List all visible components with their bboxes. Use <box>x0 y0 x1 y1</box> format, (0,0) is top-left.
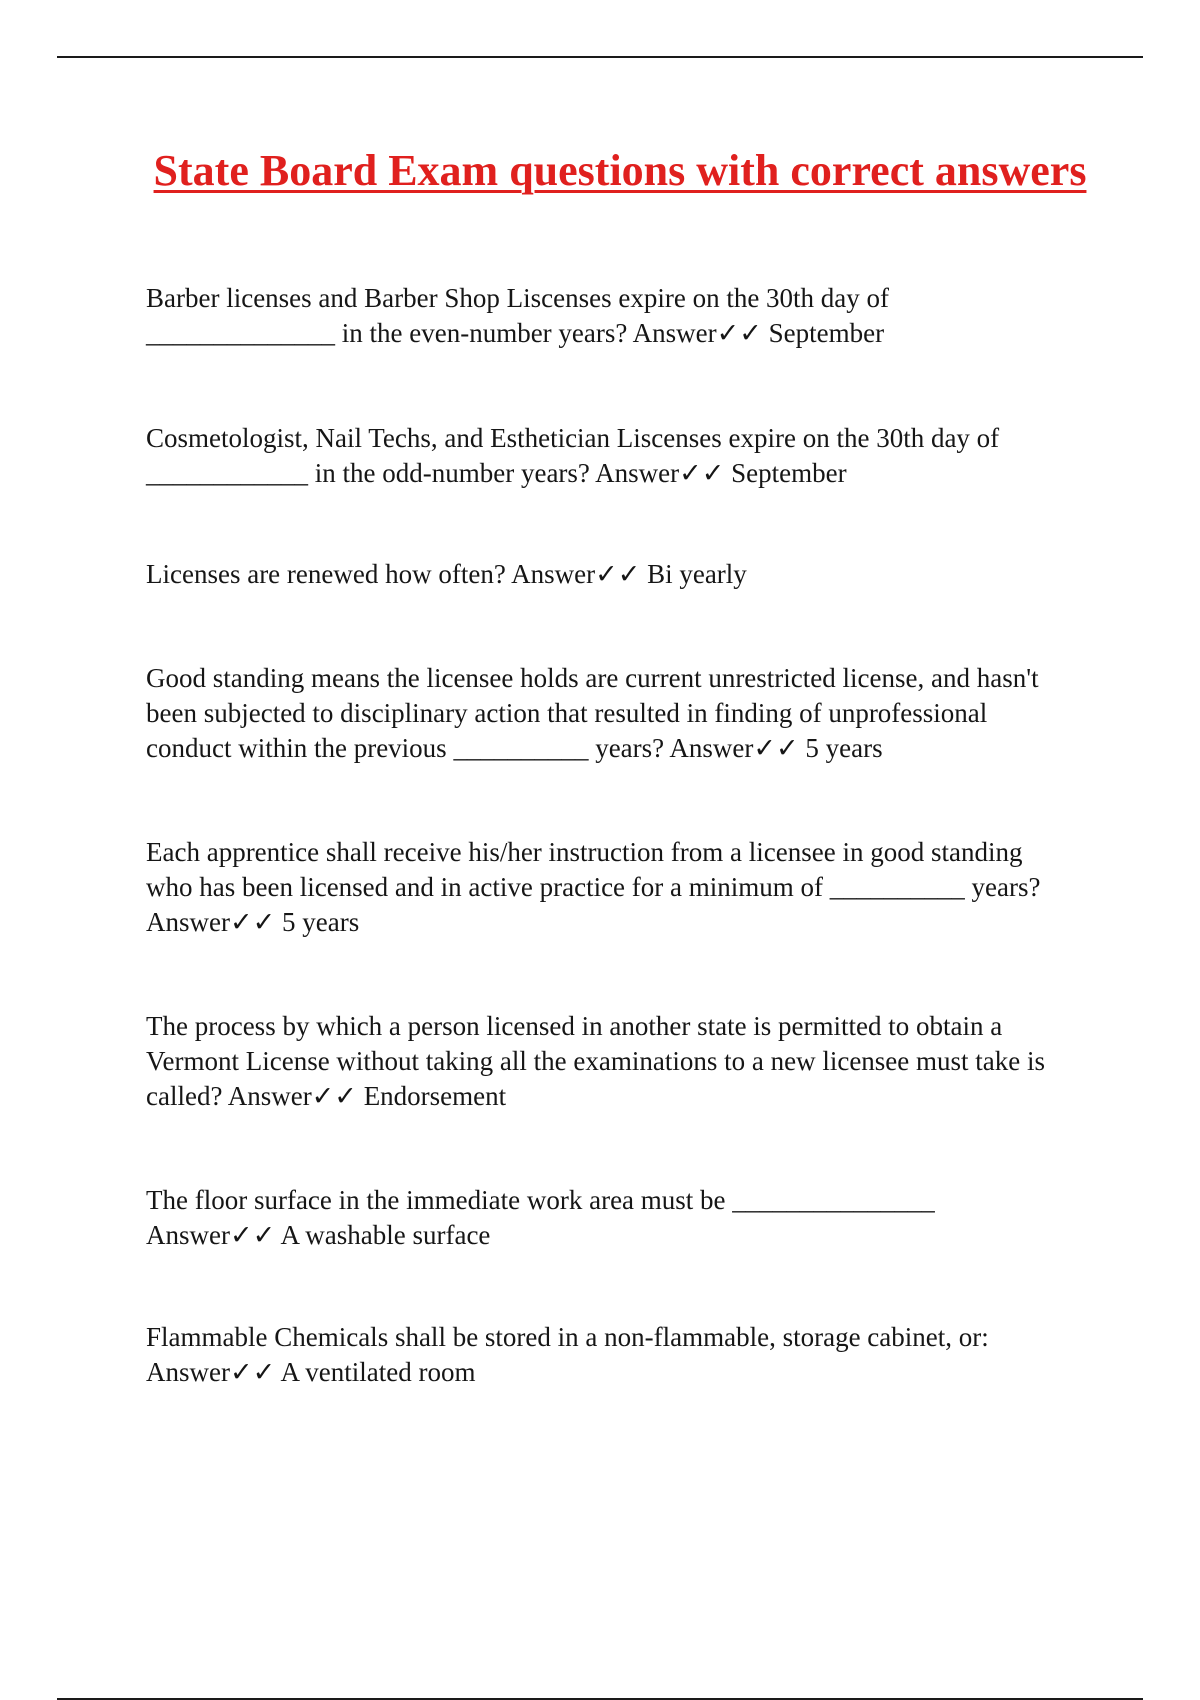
answer-prefix: Answer✓✓ <box>227 1081 364 1111</box>
answer-prefix: Answer✓✓ <box>669 733 806 763</box>
page-title: State Board Exam questions with correct answers <box>153 146 1087 195</box>
answer-text: 5 years <box>281 907 360 937</box>
question-text: The floor surface in the immediate work area must be _______________ <box>146 1185 935 1215</box>
question-text: Cosmetologist, Nail Techs, and Esthetician Liscenses expire on the 30th day of ____________ in the odd-number years? <box>146 423 1000 488</box>
question-text: The process by which a person licensed in another state is permitted to obtain a Vermont License without taking all the examinations to a new licensee must take is called? <box>146 1011 1046 1111</box>
answer-text: 5 years <box>805 733 883 763</box>
qa-item-6 <box>146 1009 1091 1114</box>
qa-item-7 <box>146 1183 1091 1253</box>
qa-item-3 <box>146 557 1091 592</box>
answer-prefix: Answer✓✓ <box>595 458 732 488</box>
question-text: Barber licenses and Barber Shop Liscenses expire on the 30th day of ______________ in the even-number years? <box>146 283 890 348</box>
answer-text: A washable surface <box>280 1220 491 1250</box>
question-text: Good standing means the licensee holds are current unrestricted license, and hasn't been subjected to disciplinary action that resulted in finding of unprofessional conduct within the previous __________ years? <box>146 663 1039 763</box>
answer-text: A ventilated room <box>280 1357 476 1387</box>
question-text: Flammable Chemicals shall be stored in a non-flammable, storage cabinet, or: <box>146 1322 989 1352</box>
qa-item-4 <box>146 661 1091 766</box>
answer-text: Endorsement <box>363 1081 507 1111</box>
answer-prefix: Answer✓✓ <box>146 1357 281 1387</box>
answer-prefix: Answer✓✓ <box>511 559 648 589</box>
qa-item-2 <box>146 421 1091 491</box>
qa-item-5 <box>146 835 1091 940</box>
answer-prefix: Answer✓✓ <box>146 907 282 937</box>
answer-text: September <box>731 458 847 488</box>
answer-text: Bi yearly <box>647 559 747 589</box>
question-text: Each apprentice shall receive his/her instruction from a licensee in good standing who has been licensed and in active practice for a minimum of __________ years? <box>146 837 1041 902</box>
answer-text: September <box>768 318 885 348</box>
question-text: Licenses are renewed how often? <box>146 559 512 589</box>
answer-prefix: Answer✓✓ <box>146 1220 281 1250</box>
qa-item-1 <box>146 281 1091 351</box>
answer-prefix: Answer✓✓ <box>632 318 769 348</box>
qa-item-8 <box>146 1320 1091 1390</box>
top-rule <box>57 56 1143 58</box>
